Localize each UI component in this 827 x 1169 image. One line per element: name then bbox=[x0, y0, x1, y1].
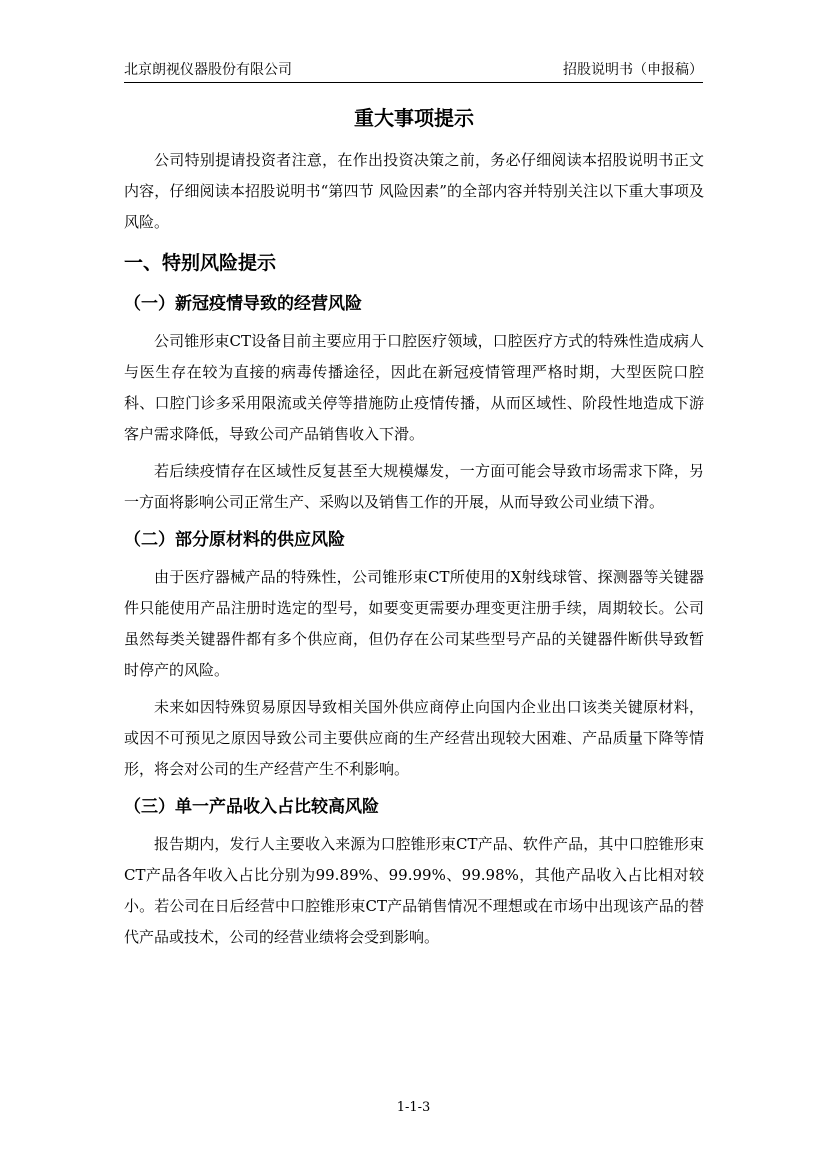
paragraph: 公司锥形束CT设备目前主要应用于口腔医疗领域，口腔医疗方式的特殊性造成病人与医生存在较为直接的病毒传播途径，因此在新冠疫情管理严格时期，大型医院口腔科、口腔门诊多采用限流或关停等措施防止疫情传播，从而区域性、阶段性地造成下游客户需求降低，导致公司产品销售收入下滑。 bbox=[124, 332, 704, 443]
section-heading: 一、特别风险提示 bbox=[124, 252, 277, 274]
page-content bbox=[124, 103, 704, 959]
subsection-heading-1: （一）新冠疫情导致的经营风险 bbox=[124, 294, 362, 314]
header-company: 北京朗视仪器股份有限公司 bbox=[124, 62, 292, 78]
intro-paragraph: 公司特别提请投资者注意，在作出投资决策之前，务必仔细阅读本招股说明书正文内容，仔细阅读本招股说明书“第四节 风险因素”的全部内容并特别关注以下重大事项及风险。 bbox=[124, 151, 704, 231]
subsection-heading-3: （三）单一产品收入占比较高风险 bbox=[124, 797, 379, 817]
paragraph: 报告期内，发行人主要收入来源为口腔锥形束CT产品、软件产品，其中口腔锥形束CT产品各年收入占比分别为99.89%、99.99%、99.98%，其他产品收入占比相对较小。若公司在日后经营中口腔锥形束CT产品销售情况不理想或在市场中出现该产品的替代产品或技术，公司的经营业绩将会受到影响。 bbox=[124, 835, 704, 946]
paragraph: 未来如因特殊贸易原因导致相关国外供应商停止向国内企业出口该类关键原材料，或因不可预见之原因导致公司主要供应商的生产经营出现较大困难、产品质量下降等情形，将会对公司的生产经营产生不利影响。 bbox=[124, 698, 704, 778]
paragraph: 若后续疫情存在区域性反复甚至大规模爆发，一方面可能会导致市场需求下降，另一方面将影响公司正常生产、采购以及销售工作的开展，从而导致公司业绩下滑。 bbox=[124, 462, 704, 511]
page-title: 重大事项提示 bbox=[354, 106, 474, 130]
header-doc-type: 招股说明书（申报稿） bbox=[563, 62, 703, 78]
paragraph: 由于医疗器械产品的特殊性，公司锥形束CT所使用的X射线球管、探测器等关键器件只能使用产品注册时选定的型号，如要变更需要办理变更注册手续，周期较长。公司虽然每类关键器件都有多个供应商，但仍存在公司某些型号产品的关键器件断供导致暂时停产的风险。 bbox=[124, 568, 704, 679]
page-number: 1-1-3 bbox=[396, 1100, 431, 1115]
subsection-heading-2: （二）部分原材料的供应风险 bbox=[124, 530, 345, 550]
page-header bbox=[124, 56, 703, 83]
